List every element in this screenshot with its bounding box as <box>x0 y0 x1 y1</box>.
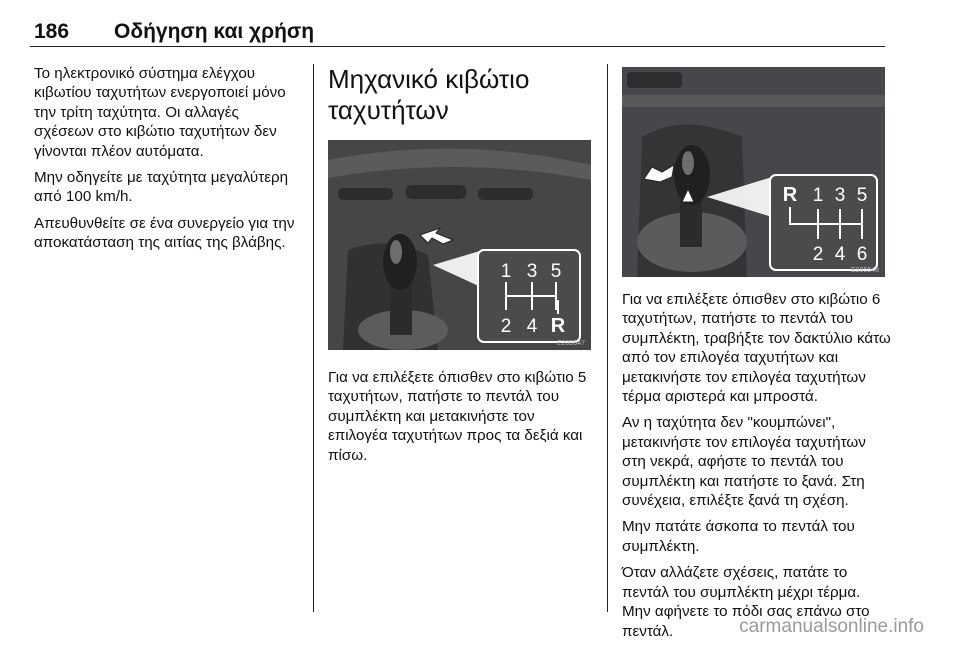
gear-label: 5 <box>550 261 562 282</box>
page-header <box>30 14 885 47</box>
gear-label: R <box>782 184 798 206</box>
gear-label: 2 <box>500 316 512 337</box>
paragraph: Μην πατάτε άσκοπα το πεντάλ του συμπλέκτη. <box>622 518 855 555</box>
gear-label: 4 <box>834 244 846 265</box>
column-3-text <box>622 290 892 648</box>
column-1 <box>34 64 299 260</box>
paragraph: Για να επιλέξετε όπισθεν στο κιβώτιο 5 ταχυτήτων, πατήστε το πεντάλ του συμπλέκτη και μετακινήστε τον επιλογέα ταχυτήτων προς τα δεξιά και πίσω. <box>328 369 587 464</box>
gear-label: R <box>550 315 566 337</box>
gearbox-6-speed-figure <box>622 67 885 277</box>
gear-label: 2 <box>812 244 824 265</box>
gearbox-5-speed-illustration <box>328 140 591 350</box>
section-title: Μηχανικό κιβώτιο ταχυτήτων <box>328 64 530 125</box>
page-title: Οδήγηση και χρήση <box>114 20 315 43</box>
paragraph: Όταν αλλάζετε σχέσεις, πατάτε το πεντάλ του συμπλέκτη μέχρι τέρμα. Μην αφήνετε το πόδι σας επάνω στο πεντάλ. <box>622 564 870 640</box>
watermark: carmanualsonline.info <box>739 616 924 637</box>
figure-id: E205547 <box>556 340 585 347</box>
gear-label: 3 <box>526 261 538 282</box>
gear-label: 5 <box>856 185 868 206</box>
figure-id: E205548 <box>850 267 879 274</box>
paragraph: Αν η ταχύτητα δεν "κουμπώνει", μετακινήστε τον επιλογέα ταχυτήτων στη νεκρά, αφήστε το πεντάλ του συμπλέκτη και πατήστε το ξανά. Στη συνέχεια, επιλέξτε ξανά τη σχέση. <box>622 414 866 510</box>
page-number: 186 <box>34 20 70 43</box>
gear-label: 1 <box>500 261 512 282</box>
column-divider <box>313 64 314 612</box>
gear-label: 3 <box>834 185 846 206</box>
gear-label: 6 <box>856 244 868 265</box>
paragraph: Για να επιλέξετε όπισθεν στο κιβώτιο 6 ταχυτήτων, πατήστε το πεντάλ του συμπλέκτη, τραβήξτε τον δακτύλιο κάτω από τον επιλογέα ταχυτήτων και μετακινήστε τον επιλογέα ταχυτήτων τέρμα αριστερά και μπροστά. <box>622 291 891 406</box>
column-2-text <box>328 368 596 472</box>
paragraph: Μην οδηγείτε με ταχύτητα μεγαλύτερη από 100 km/h. <box>34 169 289 206</box>
gearbox-6-speed-illustration <box>622 67 885 277</box>
gear-label: 1 <box>812 185 824 206</box>
paragraph: Απευθυνθείτε σε ένα συνεργείο για την αποκατάσταση της αιτίας της βλάβης. <box>34 214 295 252</box>
gearbox-5-speed-figure <box>328 140 591 350</box>
gear-label: 4 <box>526 316 538 337</box>
column-divider <box>607 64 608 612</box>
paragraph: Το ηλεκτρονικό σύστημα ελέγχου κιβωτίου ταχυτήτων ενεργοποιεί μόνο την τρίτη ταχύτητα. Οι αλλαγές σχέσεων στο κιβώτιο ταχυτήτων δεν γίνονται πλέον αυτόματα. <box>34 65 286 160</box>
